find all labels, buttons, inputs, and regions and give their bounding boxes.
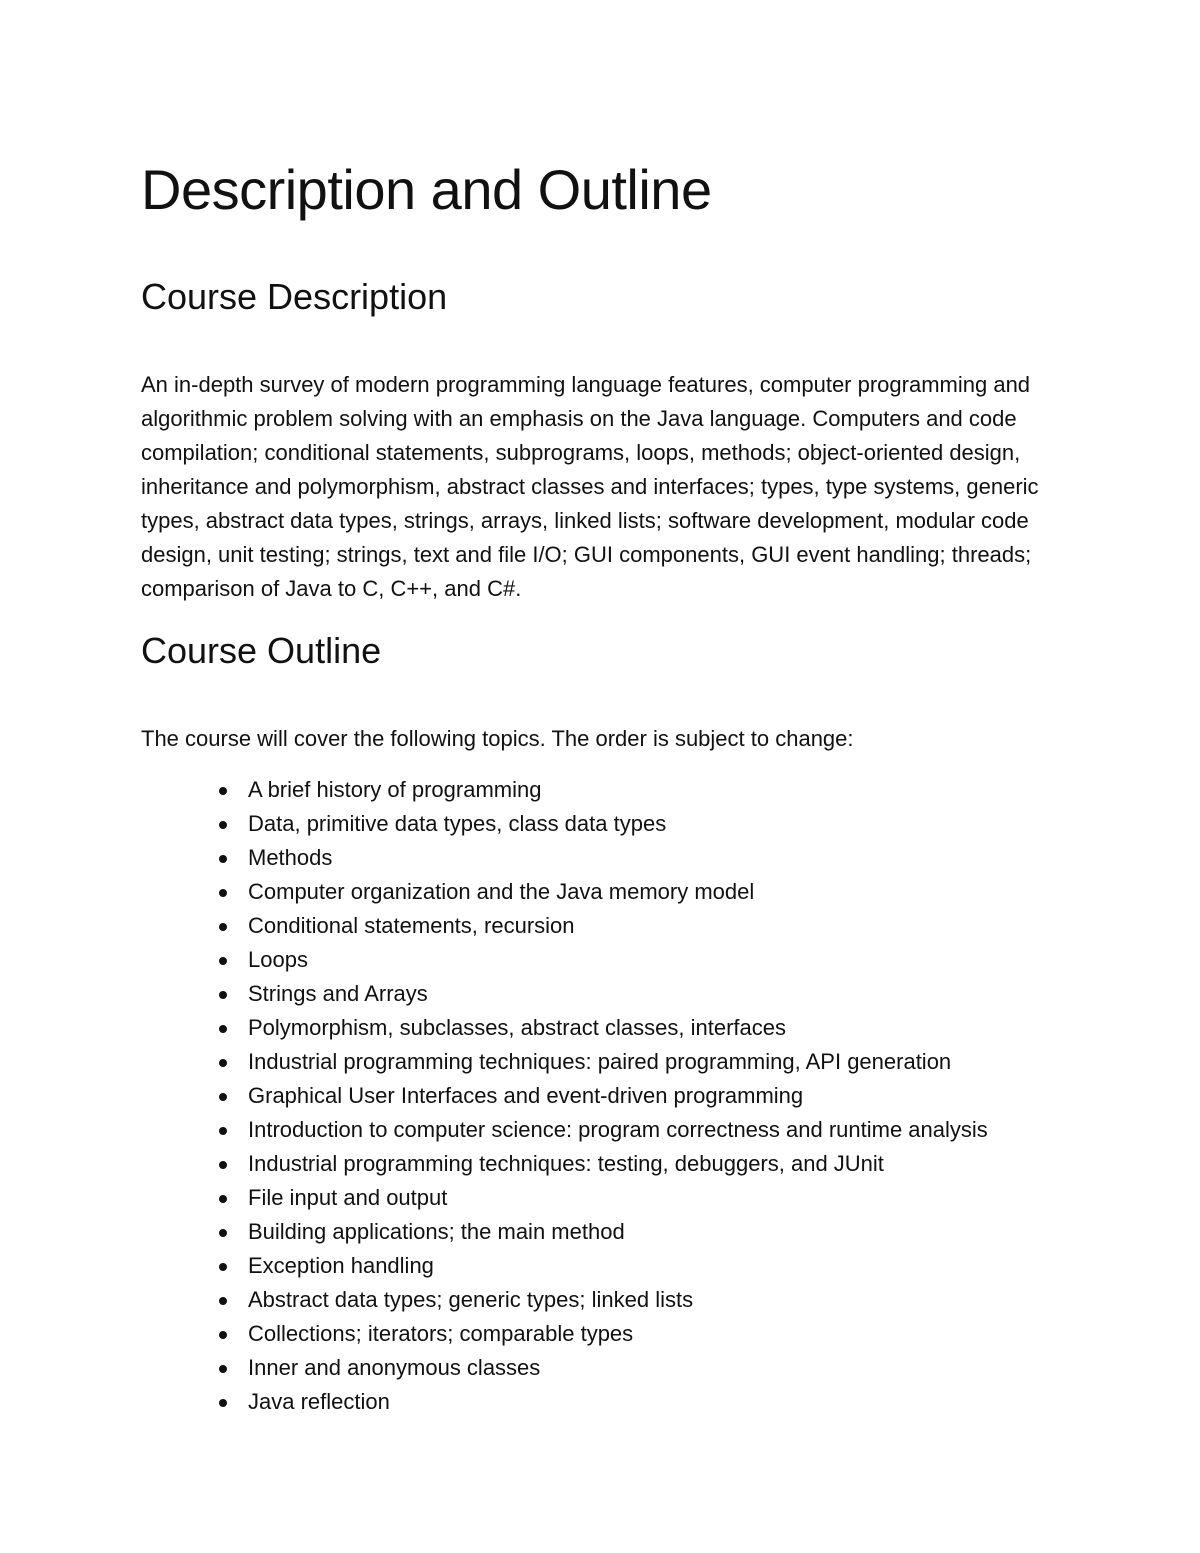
list-item <box>215 943 1071 977</box>
list-item-label: Introduction to computer science: program correctness and runtime analysis <box>248 1117 988 1142</box>
page-title: Description and Outline <box>141 158 712 221</box>
list-item <box>215 1351 1071 1385</box>
list-item-label: Industrial programming techniques: paired programming, API generation <box>248 1049 952 1074</box>
list-item <box>215 1011 1071 1045</box>
list-item <box>215 841 1071 875</box>
list-item <box>215 1147 1071 1181</box>
bullet-icon <box>219 923 227 931</box>
course-outline-intro: The course will cover the following topics. The order is subject to change: <box>141 726 854 751</box>
list-item <box>215 1079 1071 1113</box>
bullet-icon <box>219 1297 227 1305</box>
list-item-label: File input and output <box>248 1185 448 1210</box>
topic-list <box>141 773 1071 1419</box>
course-description-heading: Course Description <box>141 276 448 317</box>
bullet-icon <box>219 1229 227 1237</box>
bullet-icon <box>219 855 227 863</box>
list-item-label: Inner and anonymous classes <box>248 1355 541 1380</box>
bullet-icon <box>219 1093 227 1101</box>
list-item-label: Conditional statements, recursion <box>248 913 575 938</box>
list-item-label: Java reflection <box>248 1389 390 1414</box>
list-item-label: Strings and Arrays <box>248 981 428 1006</box>
list-item <box>215 773 1071 807</box>
bullet-icon <box>219 1059 227 1067</box>
bullet-icon <box>219 1263 227 1271</box>
bullet-icon <box>219 1365 227 1373</box>
bullet-icon <box>219 1331 227 1339</box>
list-item-label: Graphical User Interfaces and event-driven programming <box>248 1083 804 1108</box>
bullet-icon <box>219 1127 227 1135</box>
bullet-icon <box>219 787 227 795</box>
course-description-body: An in-depth survey of modern programming language features, computer programming and algorithmic problem solving with an emphasis on the Java language. Computers and code compilation; conditional statements, subprograms, loops, methods; object-oriented design, inheritance and polymorphism, abstract classes and interfaces; types, type systems, generic types, abstract data types, strings, arrays, linked lists; software development, modular code design, unit testing; strings, text and file I/O; GUI components, GUI event handling; threads; comparison of Java to C, C++, and C#. <box>141 372 1039 601</box>
list-item-label: Building applications; the main method <box>248 1219 625 1244</box>
list-item <box>215 875 1071 909</box>
bullet-icon <box>219 1161 227 1169</box>
list-item <box>215 1249 1071 1283</box>
list-item-label: A brief history of programming <box>248 777 542 802</box>
list-item-label: Collections; iterators; comparable types <box>248 1321 634 1346</box>
list-item-label: Abstract data types; generic types; linked lists <box>248 1287 694 1312</box>
list-item-label: Methods <box>248 845 333 870</box>
list-item <box>215 1385 1071 1419</box>
list-item-label: Computer organization and the Java memory model <box>248 879 755 904</box>
list-item-label: Polymorphism, subclasses, abstract classes, interfaces <box>248 1015 786 1040</box>
bullet-icon <box>219 1195 227 1203</box>
bullet-icon <box>219 957 227 965</box>
list-item <box>215 1113 1071 1147</box>
list-item <box>215 1045 1071 1079</box>
list-item-label: Data, primitive data types, class data types <box>248 811 667 836</box>
bullet-icon <box>219 1025 227 1033</box>
list-item <box>215 1215 1071 1249</box>
course-outline-heading: Course Outline <box>141 630 382 671</box>
bullet-icon <box>219 821 227 829</box>
list-item <box>215 807 1071 841</box>
list-item <box>215 1283 1071 1317</box>
document-content <box>141 150 1071 1419</box>
list-item <box>215 909 1071 943</box>
list-item <box>215 1317 1071 1351</box>
list-item <box>215 977 1071 1011</box>
list-item-label: Exception handling <box>248 1253 434 1278</box>
list-item-label: Loops <box>248 947 308 972</box>
bullet-icon <box>219 889 227 897</box>
list-item-label: Industrial programming techniques: testing, debuggers, and JUnit <box>248 1151 884 1176</box>
bullet-icon <box>219 1399 227 1407</box>
bullet-icon <box>219 991 227 999</box>
list-item <box>215 1181 1071 1215</box>
